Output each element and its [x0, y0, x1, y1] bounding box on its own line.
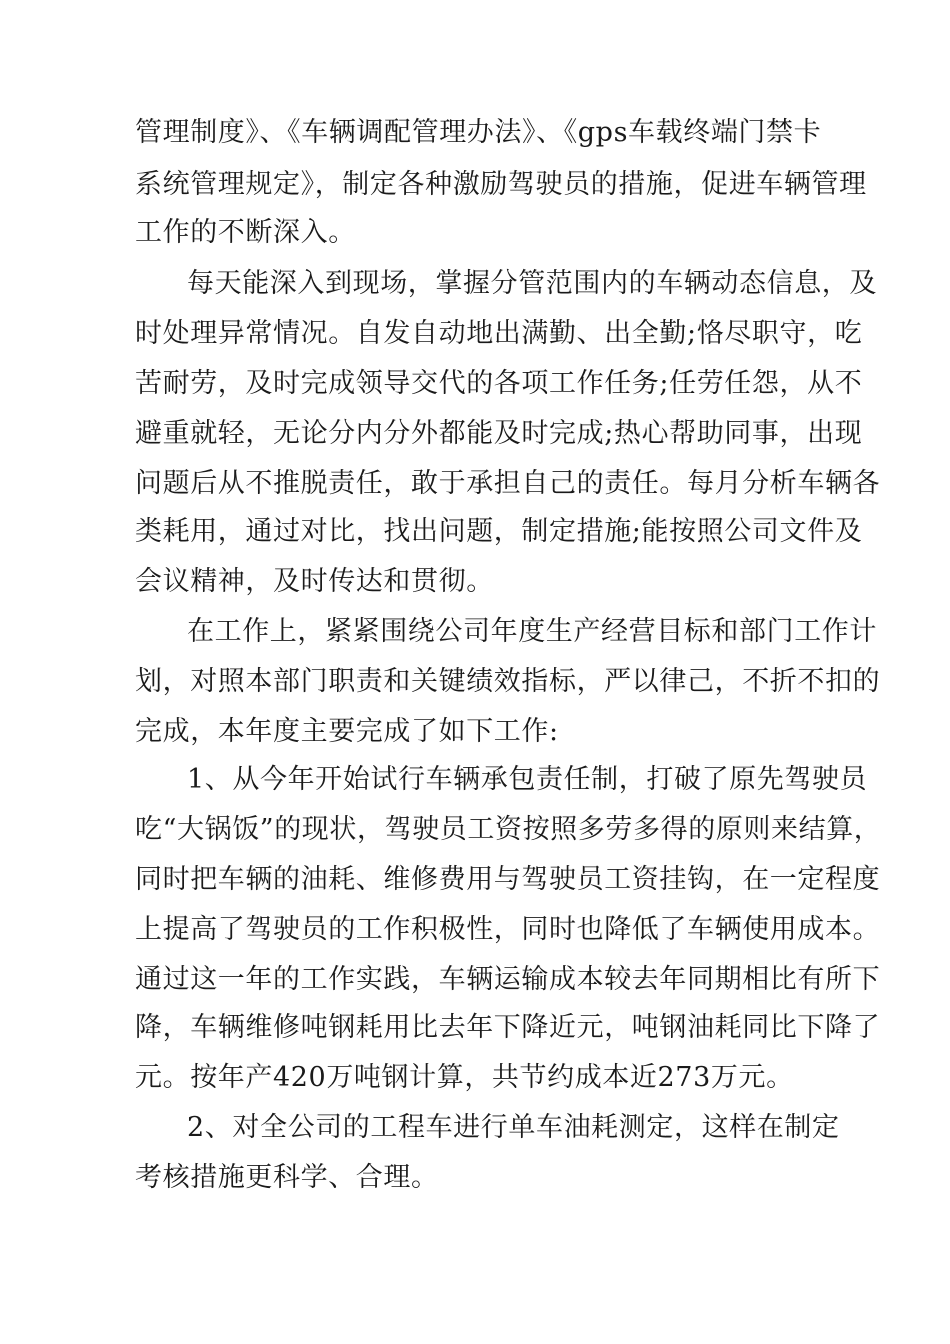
text-line: 管理制度》、《车辆调配管理办法》、《gps车载终端门禁卡	[135, 117, 822, 148]
text-line: 在工作上，紧紧围绕公司年度生产经营目标和部门工作计	[187, 616, 877, 647]
text-line: 会议精神，及时传达和贯彻。	[135, 566, 494, 597]
text-line: 考核措施更科学、合理。	[135, 1162, 439, 1193]
text-line: 问题后从不推脱责任，敢于承担自己的责任。每月分析车辆各	[135, 468, 881, 499]
text-line: 通过这一年的工作实践，车辆运输成本较去年同期相比有所下	[135, 964, 881, 995]
text-line: 降，车辆维修吨钢耗用比去年下降近元，吨钢油耗同比下降了	[135, 1012, 881, 1043]
text-line: 系统管理规定》，制定各种激励驾驶员的措施，促进车辆管理	[135, 169, 867, 200]
text-line: 类耗用，通过对比，找出问题，制定措施;能按照公司文件及	[135, 516, 863, 547]
text-line: 避重就轻，无论分内分外都能及时完成;热心帮助同事，出现	[135, 418, 863, 449]
text-line: 苦耐劳，及时完成领导交代的各项工作任务;任劳任怨，从不	[135, 368, 863, 399]
text-line: 吃“大锅饭”的现状，驾驶员工资按照多劳多得的原则来结算，	[135, 814, 882, 845]
text-line: 同时把车辆的油耗、维修费用与驾驶员工资挂钩，在一定程度	[135, 864, 881, 895]
text-line: 每天能深入到现场，掌握分管范围内的车辆动态信息，及	[187, 268, 877, 299]
text-line: 划，对照本部门职责和关键绩效指标，严以律己，不折不扣的	[135, 666, 881, 697]
text-line: 1、从今年开始试行车辆承包责任制，打破了原先驾驶员	[187, 764, 868, 795]
text-line: 元。按年产420万吨钢计算，共节约成本近273万元。	[135, 1062, 794, 1093]
text-line: 2、对全公司的工程车进行单车油耗测定，这样在制定	[187, 1112, 840, 1143]
text-line: 上提高了驾驶员的工作积极性，同时也降低了车辆使用成本。	[135, 914, 881, 945]
text-line: 时处理异常情况。自发自动地出满勤、出全勤;恪尽职守，吃	[135, 318, 863, 349]
text-line: 完成，本年度主要完成了如下工作:	[135, 716, 559, 747]
text-line: 工作的不断深入。	[135, 217, 356, 248]
